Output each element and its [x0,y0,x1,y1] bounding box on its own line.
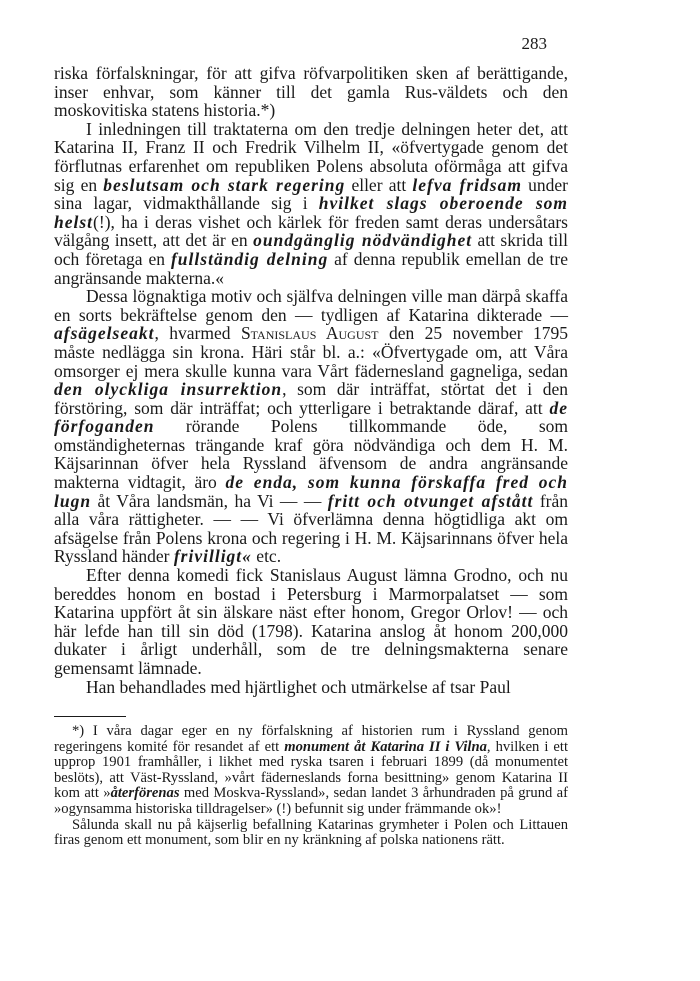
emphasized-text: beslutsam och stark regering [103,174,346,195]
emphasized-text: fullständig delning [170,248,329,269]
text-run: , hvilken i ett upprop 1901 framhåller, i likhet med ryska tsaren i februari 1899 (då monumentet beslöts), att Väst-Ryssland, »vårt fäderneslands forna besittning» genom Katarina II kom att » [54,738,568,802]
emphasized-text: frivilligt« [173,546,252,567]
emphasized-text: lefva fridsam [412,174,522,195]
text-run: åt Våra landsmän, ha Vi — — [91,490,328,511]
emphasized-text: oundgänglig nödvändighet [253,230,473,251]
name-small-caps: Stanislaus August [240,323,379,344]
text-run: att skrida till och företaga en [54,230,568,269]
paragraph [54,566,568,678]
footnote [54,724,568,818]
paragraph [54,678,568,697]
footnote [54,818,568,849]
text-run: riska förfalskningar, för att gifva röfvarpolitiken sken af berättigande, inser enhvar, som känner till det gamla Rus-väldets och den moskovitiska statens historia.*) [54,63,568,121]
text-run: från alla våra rättigheter. — — Vi öfverlämna denna högtidliga akt om afsägelse från Polens krona och regering i H. M. Käjsarinnans öfver hela Ryssland händer [54,490,568,567]
text-run: (!), ha i deras vishet och kärlek för freden samt deras undersåtars välgång insett, att det är en [54,211,568,251]
paragraph [54,120,568,287]
emphasized-text: återförenas [110,785,180,802]
emphasized-text: afsägelseakt [54,323,155,344]
text-run: af denna republik emellan de tre angränsande makterna.« [54,248,569,288]
text-run: rörande Polens tillkommande öde, som omständigheternas trängande kraf göra nödvändiga och dem H. M. Käjsarinnan öfver hela Ryssland äfvensom de andra angränsande makterna vidtagit, äro [54,416,568,493]
text-run: I inledningen till traktaterna om den tredje delningen heter det, att Katarina II, Franz II och Fredrik Vilhelm II, «öfvertygade genom det förflutnas erfarenhet om republiken Polens absoluta oförmåga att gifva sig en [54,118,568,195]
paragraph [54,64,568,120]
text-run: Efter denna komedi fick Stanislaus August lämna Grodno, och nu bereddes honom en bostad i Petersburg i Marmorpalatset — som Katarina uppfört åt sin älskare näst efter honom, Gregor Orlov! — och här lefde han till sin död (1798). Katarina anslog åt honom 200,000 dukater i årligt underhåll, som de tre delningsmakterna senare gemensamt lämnade. [54,565,568,678]
emphasized-text: de enda, som kunna förskaffa fred och lugn [54,472,568,511]
emphasized-text: hvilket slags oberoende som helst [54,193,568,232]
paragraph [54,287,568,566]
text-run: den 25 november 1795 måste nedlägga sin krona. Häri står bl. a.: «Öfvertygade om, att Våra omsorger ej mera skulle kunna vara Vårt fädernesland gagneliga, sedan [54,323,568,381]
text-run: , hvarmed [154,323,241,344]
emphasized-text: fritt och otvunget afstått [327,490,534,511]
emphasized-text: den olyckliga insurrektion [54,379,283,400]
page-number: 283 [521,34,547,53]
text-run: under sina lagar, vidmakthållande sig i [54,174,568,214]
emphasized-text: monument åt Katarina II i Vilna [284,738,487,755]
main-text [54,64,568,696]
text-run: Sålunda skall nu på käjserlig befallning Katarinas grymheter i Polen och Littauen firas genom ett monument, som blir en ny kränkning af polska nationens rätt. [54,816,568,849]
text-run: eller att [345,174,413,195]
text-run: Dessa lögnaktiga motiv och själfva delningen ville man därpå skaffa en sorts bekräftelse genom den — tydligen af Katarina dikterade — [54,286,568,325]
text-run: , som där inträffat, störtat det i den förstöring, som där inträffat; och ytterligare i betraktande däraf, att [54,379,568,418]
footnote-separator [54,716,126,717]
emphasized-text: de förfoganden [54,397,568,437]
text-run: Han behandlades med hjärtlighet och utmärkelse af tsar Paul [86,676,511,697]
footnotes [54,724,568,849]
text-run: *) I våra dagar eger en ny förfalskning af historien rum i Ryssland genom regeringens komité för resandet af ett [54,723,568,755]
text-run: etc. [251,546,282,567]
text-run: med Moskva-Ryssland», sedan landet 3 århundraden på grund af »ogynsamma historiska tilldragelser» (!) befunnit sig under främmande ok»! [54,785,568,817]
